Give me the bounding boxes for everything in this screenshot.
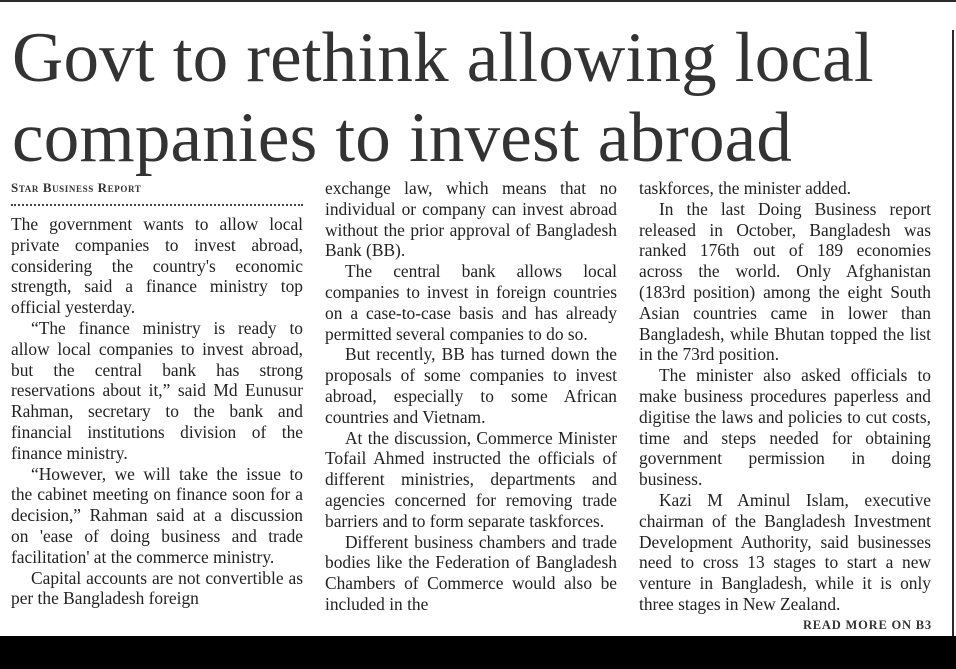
- read-more-link[interactable]: READ MORE ON B3: [802, 618, 932, 632]
- paragraph: Capital accounts are not convertible as per the Bangladesh foreign: [11, 567, 303, 609]
- paragraph: The central bank allows local companies to invest in foreign countries on a case-to-case basis and has already permitted several companies to do so.: [325, 261, 617, 344]
- byline-divider: [11, 204, 303, 206]
- bottom-bar: [0, 636, 956, 669]
- headline: Govt to rethink allowing local companies to invest abroad: [12, 19, 874, 177]
- paragraph: The government wants to allow local private companies to invest abroad, considering the country's economic strength, said a finance ministry top official yesterday.: [11, 214, 303, 318]
- paragraph: Kazi M Aminul Islam, executive chairman of the Bangladesh Investment Development Authority, said businesses need to cross 13 stages to start a new venture in Bangladesh, while it is only three stages in New Zealand.: [639, 489, 931, 614]
- paragraph: In the last Doing Business report released in October, Bangladesh was ranked 176th out of 189 economies across the world. Only Afghanistan (183rd position) among the eight South Asian countries came in lower than Bangladesh, while Bhutan topped the list in the 73rd position.: [639, 198, 931, 365]
- paragraph: “However, we will take the issue to the cabinet meeting on finance soon for a decision,” Rahman said at a discussion on 'ease of doing business and trade facilitation' at the commerce ministry.: [11, 463, 303, 567]
- paragraph: But recently, BB has turned down the proposals of some companies to invest abroad, especially to some African countries and Vietnam.: [325, 344, 617, 427]
- paragraph: taskforces, the minister added.: [639, 178, 851, 198]
- paragraph: exchange law, which means that no individual or company can invest abroad without the prior approval of Bangladesh Bank (BB).: [325, 178, 617, 261]
- paragraph: At the discussion, Commerce Minister Tofail Ahmed instructed the officials of different ministries, departments and agencies concerned for removing trade barriers and to form separate taskforces.: [325, 427, 617, 531]
- byline: Star Business Report: [11, 180, 142, 195]
- column-rule-right: [952, 30, 954, 640]
- paragraph: Different business chambers and trade bodies like the Federation of Bangladesh Chambers of Commerce would also be included in the: [325, 531, 617, 614]
- paragraph: “The finance ministry is ready to allow local companies to invest abroad, but the central bank has strong reservations about it,” said Md Eunusur Rahman, secretary to the bank and financial institutions division of the finance ministry.: [11, 317, 303, 463]
- article-column-3: [639, 178, 931, 634]
- article-column-2: [325, 178, 617, 634]
- paragraph: The minister also asked officials to make business procedures paperless and digitise the laws and policies to cut costs, time and steps needed for obtaining government permission in doing business.: [639, 365, 931, 490]
- top-rule: [0, 0, 956, 2]
- article-column-1: [11, 178, 303, 634]
